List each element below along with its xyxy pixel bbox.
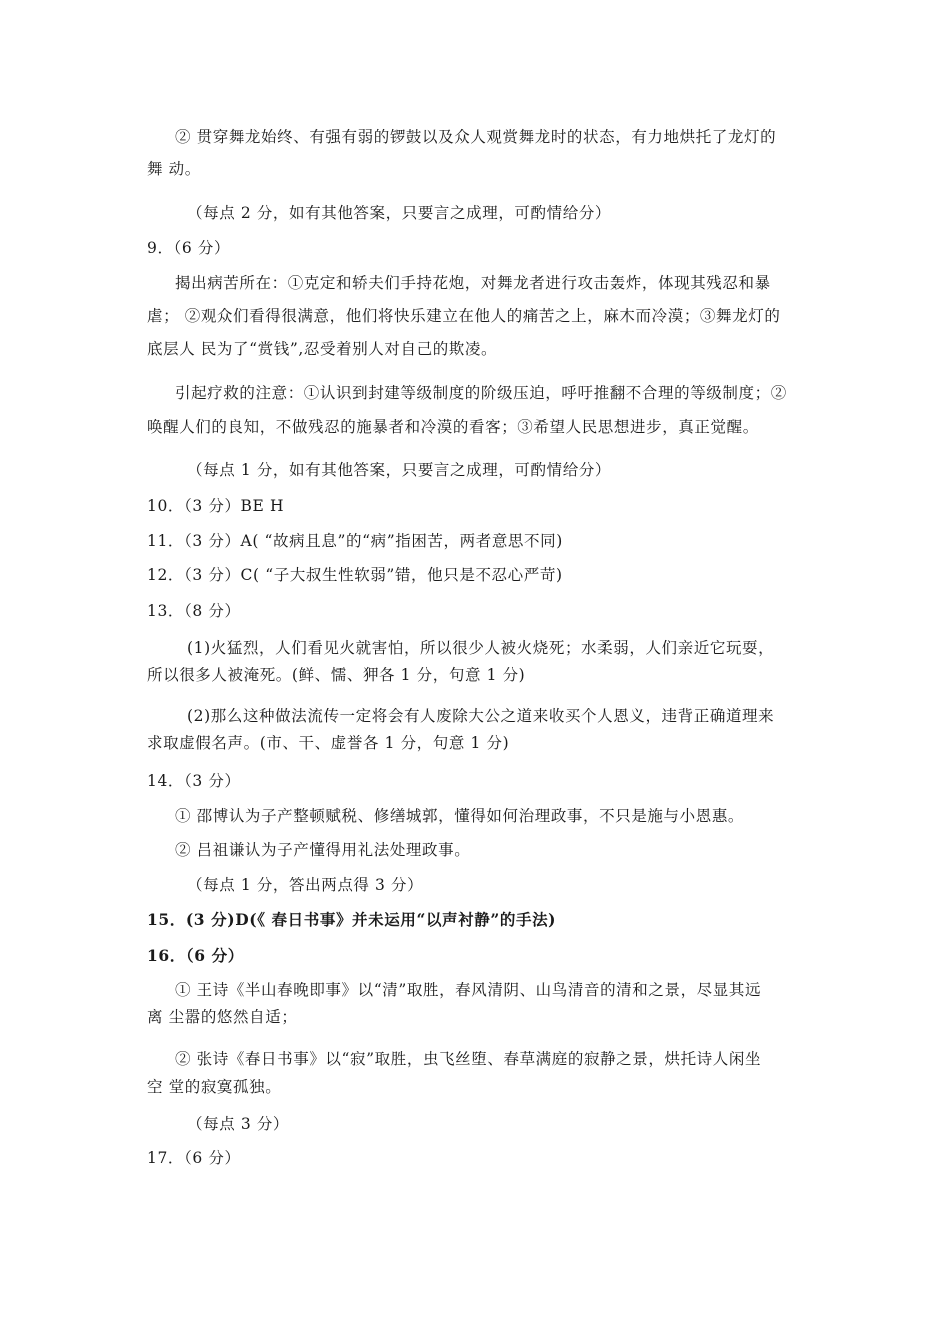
- text-line: ① 王诗《半山春晚即事》以“清”取胜，春风清阴、山鸟清音的清和之景，尽显其远: [175, 981, 762, 999]
- text-line: 所以很多人被淹死。(鲜、懦、狎各 1 分，句意 1 分): [147, 666, 526, 684]
- text-line: 舞 动。: [147, 160, 201, 178]
- text-line: 虐； ②观众们看得很满意，他们将快乐建立在他人的痛苦之上，麻木而冷漠；③舞龙灯的: [147, 307, 781, 325]
- question-number: 14．（3 分）: [147, 772, 241, 790]
- question-number: 17．（6 分）: [147, 1149, 241, 1167]
- text-line: ① 邵博认为子产整顿赋税、修缮城郭，懂得如何治理政事，不只是施与小恩惠。: [175, 807, 745, 825]
- text-line: 唤醒人们的良知，不做残忍的施暴者和冷漠的看客；③希望人民思想进步，真正觉醒。: [147, 418, 759, 436]
- text-line: 底层人 民为了“赏钱”,忍受着别人对自己的欺凌。: [147, 340, 498, 358]
- text-line: 求取虚假名声。(市、干、虚誉各 1 分，句意 1 分): [147, 734, 510, 752]
- text-line: (2)那么这种做法流传一定将会有人废除大公之道来收买个人恩义，违背正确道理来: [187, 707, 775, 725]
- text-line: （每点 1 分，如有其他答案，只要言之成理，可酌情给分）: [187, 461, 612, 479]
- question-number: 15．(3 分)D(《 春日书事》并未运用“以声衬静”的手法): [147, 910, 557, 929]
- text-line: ② 张诗《春日书事》以“寂”取胜，虫飞丝堕、春草满庭的寂静之景，烘托诗人闲坐: [175, 1050, 762, 1068]
- question-number: 9．（6 分）: [147, 239, 231, 257]
- text-line: （每点 1 分，答出两点得 3 分）: [187, 876, 424, 894]
- text-line: ② 吕祖谦认为子产懂得用礼法处理政事。: [175, 841, 471, 859]
- question-number: 13．（8 分）: [147, 602, 241, 620]
- text-line: 引起疗救的注意：①认识到封建等级制度的阶级压迫，呼吁推翻不合理的等级制度；②: [175, 384, 787, 402]
- question-number: 16．（6 分）: [147, 946, 244, 965]
- question-number: 12．（3 分）C( “子大叔生性软弱”错，他只是不忍心严苛): [147, 566, 563, 584]
- text-line: 空 堂的寂寞孤独。: [147, 1078, 282, 1096]
- text-line: 揭出病苦所在：①克定和轿夫们手持花炮，对舞龙者进行攻击轰炸，体现其残忍和暴: [175, 274, 771, 292]
- text-line: 离 尘嚣的悠然自适；: [147, 1008, 298, 1026]
- question-number: 11．（3 分）A( “故病且息”的“病”指困苦，两者意思不同): [147, 532, 563, 550]
- text-line: （每点 3 分）: [187, 1115, 290, 1133]
- text-line: (1)火猛烈，人们看见火就害怕，所以很少人被火烧死；水柔弱，人们亲近它玩耍，: [187, 639, 775, 657]
- text-line: ② 贯穿舞龙始终、有强有弱的锣鼓以及众人观赏舞龙时的状态，有力地烘托了龙灯的: [175, 128, 777, 146]
- text-line: （每点 2 分，如有其他答案，只要言之成理，可酌情给分）: [187, 204, 612, 222]
- question-number: 10．（3 分）BE H: [147, 497, 285, 515]
